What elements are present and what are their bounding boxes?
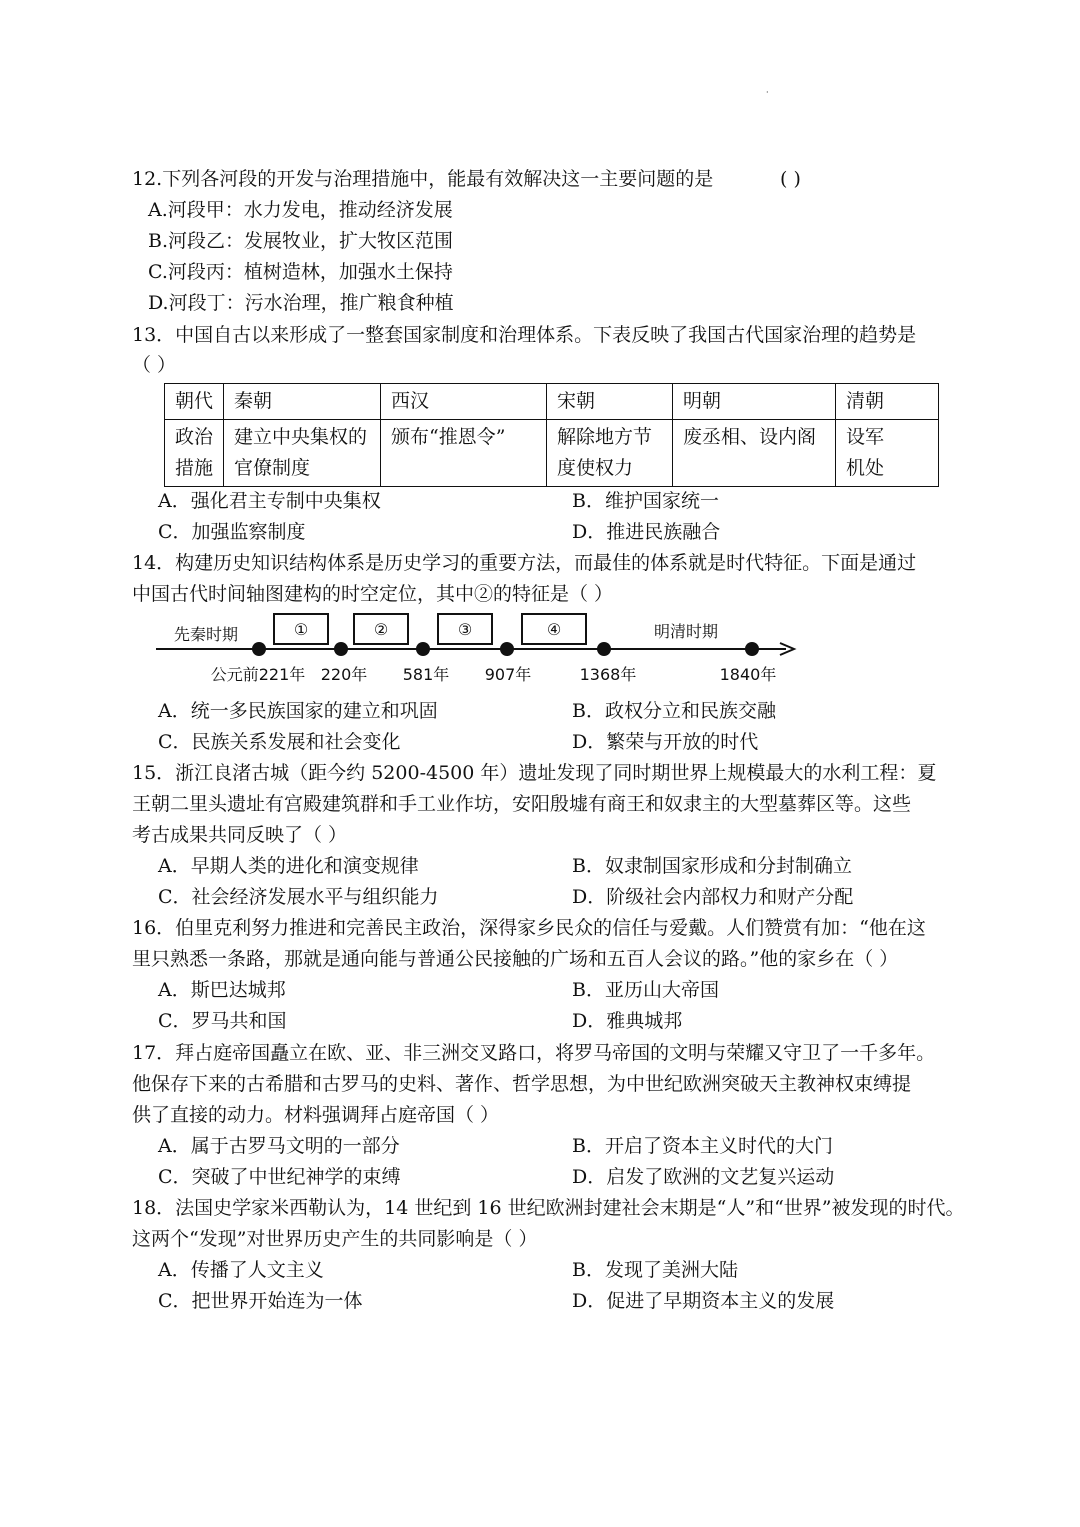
option-14a: A．统一多民族国家的建立和巩固 (158, 700, 438, 722)
timeline-box-label: ③ (457, 620, 473, 639)
question-14-stem-1: 14．构建历史知识结构体系是历史学习的重要方法，而最佳的体系就是时代特征。下面是通过 (132, 552, 917, 574)
option-13c: C．加强监察制度 (158, 521, 306, 543)
question-16-stem-1: 16．伯里克利努力推进和完善民主政治，深得家乡民众的信任与爱戴。人们赞赏有加：“他在这 (132, 917, 926, 939)
timeline-tick-label: 公元前221年 (210, 665, 306, 684)
option-13b: B．维护国家统一 (572, 490, 719, 512)
table-cell (547, 420, 673, 487)
timeline-box-label: ① (293, 620, 309, 639)
timeline-point (597, 642, 611, 656)
timeline-period-label: 先秦时期 (174, 625, 239, 644)
cell-line: 机处 (846, 457, 885, 479)
question-15-stem-2: 王朝二里头遗址有宫殿建筑群和手工业作坊，安阳殷墟有商王和奴隶主的大型墓葬区等。这些 (132, 793, 912, 815)
answer-paren-13: （ ） (132, 354, 177, 376)
timeline-tick-label: 581年 (402, 665, 450, 684)
option-15a: A．早期人类的进化和演变规律 (158, 855, 419, 877)
cell-line: 解除地方节 (557, 426, 653, 448)
option-12b: B.河段乙：发展牧业，扩大牧区范围 (148, 230, 454, 252)
table-header-cell: 朝代 (165, 384, 224, 420)
option-15b: B．奴隶制国家形成和分封制确立 (572, 855, 852, 877)
table-cell (224, 420, 381, 487)
table-header-cell: 宋朝 (547, 384, 673, 420)
question-18-stem-1: 18．法国史学家米西勒认为，14 世纪到 16 世纪欧洲封建社会末期是“人”和“世界”被发现的时代。 (132, 1197, 965, 1219)
option-17b: B．开启了资本主义时代的大门 (572, 1135, 833, 1157)
table-cell (673, 420, 836, 487)
table-header-row (165, 384, 939, 420)
option-16a: A．斯巴达城邦 (158, 979, 286, 1001)
timeline-point (500, 642, 514, 656)
table-header-cell: 清朝 (836, 384, 939, 420)
option-16d: D．雅典城邦 (572, 1010, 683, 1032)
question-12-stem: 12.下列各河段的开发与治理措施中，能最有效解决这一主要问题的是 (132, 168, 714, 190)
option-18a: A．传播了人文主义 (158, 1259, 324, 1281)
table-cell (381, 420, 547, 487)
option-15c: C．社会经济发展水平与组织能力 (158, 886, 439, 908)
cell-line: 颁布“推恩令” (391, 426, 506, 448)
question-13-stem: 13．中国自古以来形成了一整套国家制度和治理体系。下表反映了我国古代国家治理的趋势是 (132, 324, 917, 346)
option-18d: D．促进了早期资本主义的发展 (572, 1290, 835, 1312)
timeline-tick-label: 1368年 (579, 665, 637, 684)
option-15d: D．阶级社会内部权力和财产分配 (572, 886, 854, 908)
timeline-point (745, 642, 759, 656)
option-12c: C.河段丙：植树造林，加强水土保持 (148, 261, 453, 283)
table-row-label (165, 420, 224, 487)
option-16b: B．亚历山大帝国 (572, 979, 719, 1001)
question-18-stem-2: 这两个“发现”对世界历史产生的共同影响是（ ） (132, 1228, 538, 1250)
option-16c: C．罗马共和国 (158, 1010, 287, 1032)
question-17-stem-2: 他保存下来的古希腊和古罗马的史料、著作、哲学思想，为中世纪欧洲突破天主教神权束缚提 (132, 1073, 912, 1095)
question-16-stem-2: 里只熟悉一条路，那就是通向能与普通公民接触的广场和五百人会议的路。”他的家乡在（ ） (132, 948, 899, 970)
row-label-line: 政治 (175, 426, 214, 448)
question-14-stem-2: 中国古代时间轴图建构的时空定位，其中②的特征是（ ） (132, 583, 614, 605)
scan-speck: · (766, 88, 769, 97)
cell-line: 度使权力 (557, 457, 634, 479)
question-17-stem-3: 供了直接的动力。材料强调拜占庭帝国（ ） (132, 1104, 500, 1126)
timeline-point (252, 642, 266, 656)
timeline-period-label: 明清时期 (654, 622, 719, 641)
cell-line: 设军 (846, 426, 885, 448)
cell-line: 官僚制度 (234, 457, 311, 479)
option-13d: D．推进民族融合 (572, 521, 721, 543)
option-17c: C．突破了中世纪神学的束缚 (158, 1166, 401, 1188)
timeline-box-label: ② (373, 620, 389, 639)
option-17a: A．属于古罗马文明的一部分 (158, 1135, 400, 1157)
table-header-cell: 秦朝 (224, 384, 381, 420)
option-14c: C．民族关系发展和社会变化 (158, 731, 401, 753)
governance-table (164, 383, 939, 487)
timeline-diagram (150, 610, 810, 692)
timeline-point (334, 642, 348, 656)
question-17-stem-1: 17．拜占庭帝国矗立在欧、亚、非三洲交叉路口，将罗马帝国的文明与荣耀又守卫了一千多年。 (132, 1042, 936, 1064)
cell-line: 废丞相、设内阁 (683, 426, 817, 448)
table-header-cell: 明朝 (673, 384, 836, 420)
cell-line: 建立中央集权的 (234, 426, 368, 448)
timeline-box-label: ④ (546, 620, 562, 639)
option-13a: A．强化君主专制中央集权 (158, 490, 381, 512)
timeline-tick-label: 220年 (320, 665, 368, 684)
row-label-line: 措施 (175, 457, 214, 479)
timeline-tick-label: 1840年 (719, 665, 777, 684)
option-12d: D.河段丁：污水治理，推广粮食种植 (148, 292, 454, 314)
option-18c: C．把世界开始连为一体 (158, 1290, 363, 1312)
timeline-point (416, 642, 430, 656)
question-15-stem-1: 15．浙江良渚古城（距今约 5200-4500 年）遗址发现了同时期世界上规模最大的水利工程：夏 (132, 762, 937, 784)
option-14b: B．政权分立和民族交融 (572, 700, 776, 722)
timeline-tick-label: 907年 (484, 665, 532, 684)
option-14d: D．繁荣与开放的时代 (572, 731, 759, 753)
option-17d: D．启发了欧洲的文艺复兴运动 (572, 1166, 835, 1188)
answer-paren-12: ( ) (780, 168, 801, 190)
table-cell (836, 420, 939, 487)
table-row (165, 420, 939, 487)
option-12a: A.河段甲：水力发电，推动经济发展 (148, 199, 453, 221)
question-15-stem-3: 考古成果共同反映了（ ） (132, 824, 348, 846)
option-18b: B．发现了美洲大陆 (572, 1259, 738, 1281)
table-header-cell: 西汉 (381, 384, 547, 420)
